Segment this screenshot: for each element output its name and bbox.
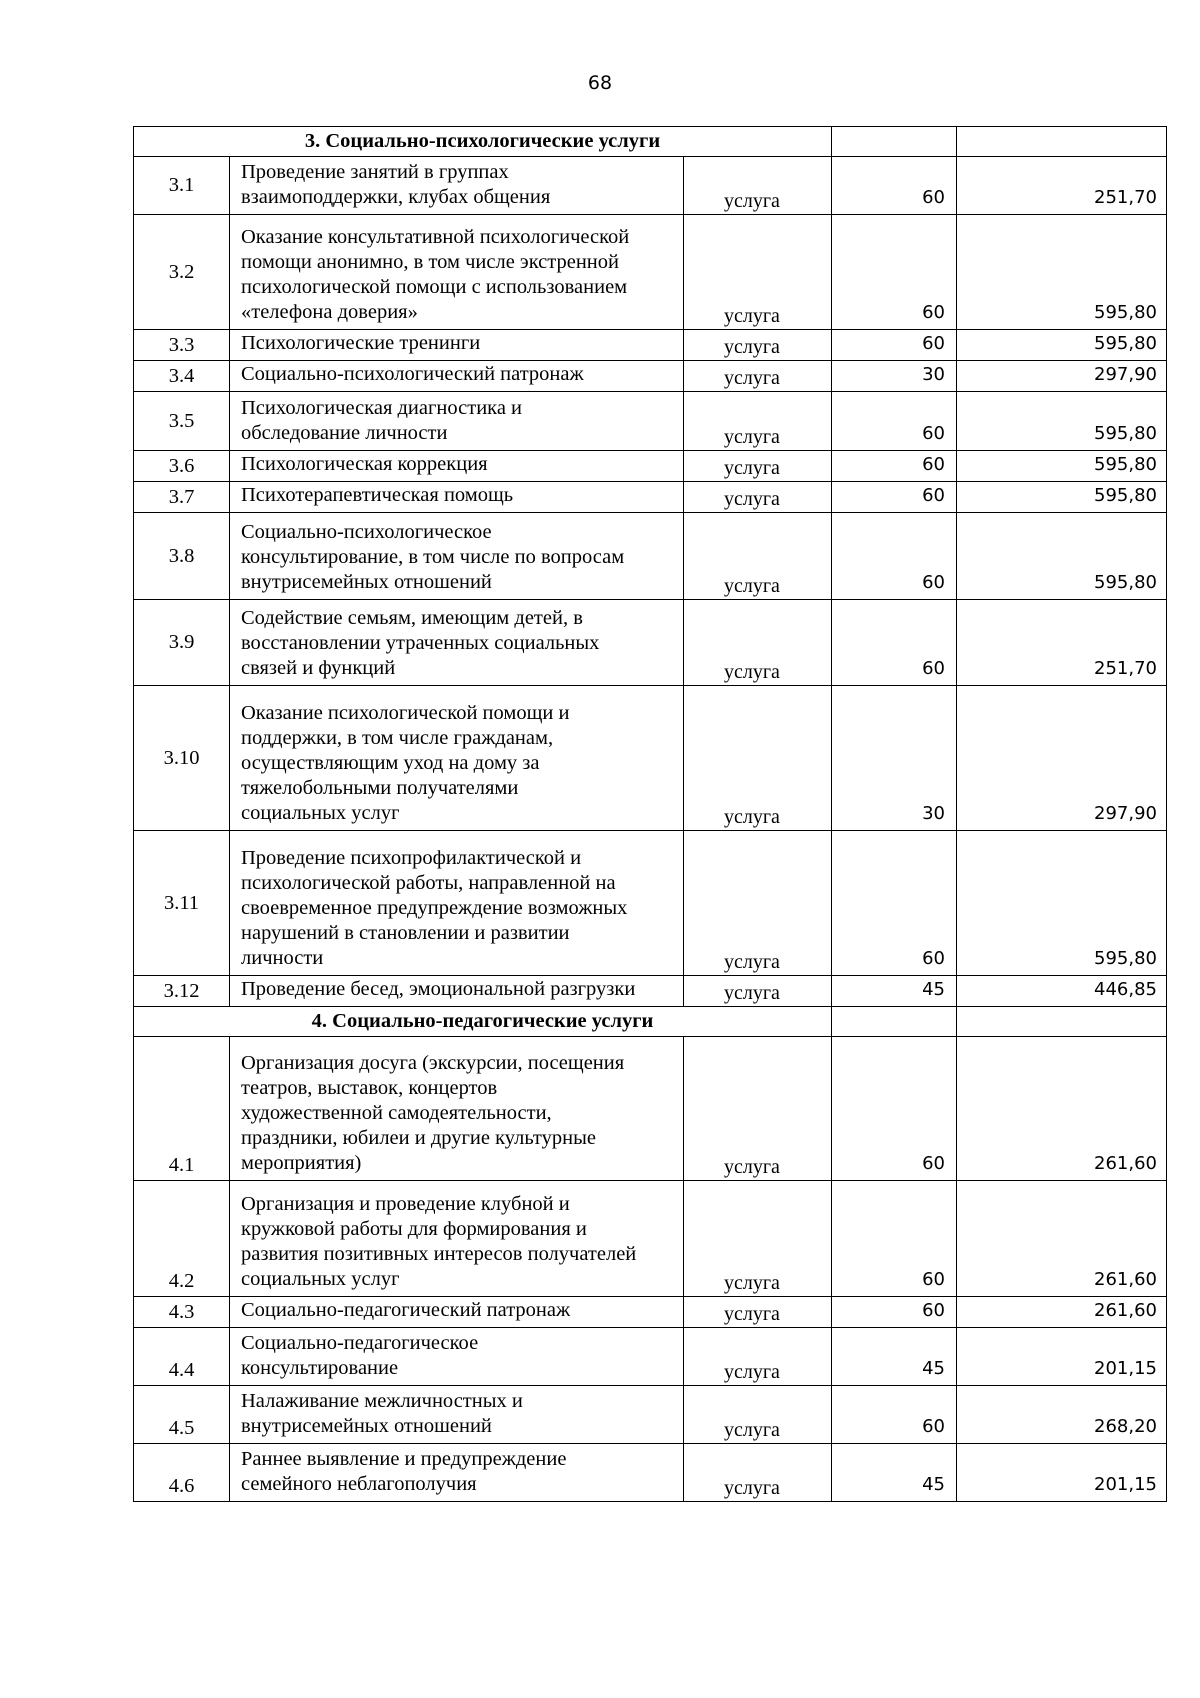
service-unit: услуга — [684, 157, 832, 215]
service-price: 297,90 — [957, 361, 1167, 392]
service-name: Социально-педагогический патронаж — [230, 1297, 684, 1328]
service-name: Проведение психопрофилактической и психологической работы, направленной на своевременное предупреждение возможных нарушений в становлении и развитии личности — [230, 831, 684, 976]
service-minutes: 45 — [832, 976, 957, 1007]
service-number: 3.2 — [134, 215, 230, 330]
service-row — [134, 1297, 1167, 1328]
service-row — [134, 1328, 1167, 1386]
service-number: 4.6 — [134, 1444, 230, 1502]
service-price: 261,60 — [957, 1181, 1167, 1297]
service-unit: услуга — [684, 1181, 832, 1297]
service-unit: услуга — [684, 1328, 832, 1386]
service-row — [134, 513, 1167, 600]
service-number: 3.7 — [134, 482, 230, 513]
service-name: Социально-психологическое консультирование, в том числе по вопросам внутрисемейных отношений — [230, 513, 684, 600]
service-unit: услуга — [684, 451, 832, 482]
service-price: 261,60 — [957, 1037, 1167, 1181]
blank-cell — [957, 1007, 1167, 1037]
service-number: 3.4 — [134, 361, 230, 392]
service-number: 3.11 — [134, 831, 230, 976]
service-minutes: 30 — [832, 361, 957, 392]
blank-cell — [832, 1007, 957, 1037]
service-name: Психологическая диагностика и обследование личности — [230, 392, 684, 451]
service-unit: услуга — [684, 215, 832, 330]
service-row — [134, 686, 1167, 831]
service-price: 446,85 — [957, 976, 1167, 1007]
service-row — [134, 330, 1167, 361]
service-row — [134, 1181, 1167, 1297]
service-number: 3.1 — [134, 157, 230, 215]
service-name: Социально-педагогическое консультирование — [230, 1328, 684, 1386]
service-row — [134, 215, 1167, 330]
service-name: Оказание консультативной психологической помощи анонимно, в том числе экстренной психологической помощи с использованием «телефона доверия» — [230, 215, 684, 330]
service-price: 595,80 — [957, 451, 1167, 482]
services-table — [133, 126, 1167, 1502]
service-number: 3.6 — [134, 451, 230, 482]
service-price: 268,20 — [957, 1386, 1167, 1444]
service-name: Содействие семьям, имеющим детей, в восстановлении утраченных социальных связей и функций — [230, 600, 684, 686]
service-unit: услуга — [684, 1386, 832, 1444]
service-minutes: 60 — [832, 451, 957, 482]
service-price: 261,60 — [957, 1297, 1167, 1328]
service-unit: услуга — [684, 600, 832, 686]
service-row — [134, 976, 1167, 1007]
service-row — [134, 157, 1167, 215]
page-number: 68 — [587, 72, 613, 94]
service-price: 595,80 — [957, 215, 1167, 330]
service-unit: услуга — [684, 392, 832, 451]
service-minutes: 60 — [832, 330, 957, 361]
service-name: Психологические тренинги — [230, 330, 684, 361]
service-number: 4.3 — [134, 1297, 230, 1328]
service-price: 251,70 — [957, 157, 1167, 215]
service-row — [134, 831, 1167, 976]
service-minutes: 45 — [832, 1444, 957, 1502]
service-minutes: 60 — [832, 482, 957, 513]
service-unit: услуга — [684, 976, 832, 1007]
service-name: Проведение занятий в группах взаимоподдержки, клубах общения — [230, 157, 684, 215]
service-number: 4.1 — [134, 1037, 230, 1181]
service-row — [134, 392, 1167, 451]
service-number: 4.4 — [134, 1328, 230, 1386]
service-minutes: 60 — [832, 1181, 957, 1297]
service-name: Проведение бесед, эмоциональной разгрузки — [230, 976, 684, 1007]
service-unit: услуга — [684, 1297, 832, 1328]
service-minutes: 60 — [832, 1297, 957, 1328]
service-number: 3.3 — [134, 330, 230, 361]
service-minutes: 60 — [832, 157, 957, 215]
service-row — [134, 1037, 1167, 1181]
service-unit: услуга — [684, 1037, 832, 1181]
section-header-row — [134, 1007, 1167, 1037]
service-unit: услуга — [684, 831, 832, 976]
service-row — [134, 482, 1167, 513]
service-row — [134, 600, 1167, 686]
service-unit: услуга — [684, 361, 832, 392]
service-price: 251,70 — [957, 600, 1167, 686]
service-row — [134, 361, 1167, 392]
service-minutes: 60 — [832, 600, 957, 686]
service-minutes: 60 — [832, 513, 957, 600]
service-unit: услуга — [684, 686, 832, 831]
service-number: 3.8 — [134, 513, 230, 600]
service-number: 4.2 — [134, 1181, 230, 1297]
service-minutes: 60 — [832, 215, 957, 330]
service-price: 595,80 — [957, 482, 1167, 513]
service-minutes: 45 — [832, 1328, 957, 1386]
service-unit: услуга — [684, 1444, 832, 1502]
service-price: 201,15 — [957, 1444, 1167, 1502]
service-number: 3.5 — [134, 392, 230, 451]
service-minutes: 30 — [832, 686, 957, 831]
blank-cell — [957, 127, 1167, 157]
section-title: 3. Социально-психологические услуги — [134, 127, 832, 157]
service-name: Налаживание межличностных и внутрисемейных отношений — [230, 1386, 684, 1444]
service-price: 595,80 — [957, 330, 1167, 361]
service-row — [134, 1386, 1167, 1444]
service-name: Раннее выявление и предупреждение семейного неблагополучия — [230, 1444, 684, 1502]
service-number: 3.12 — [134, 976, 230, 1007]
service-name: Организация досуга (экскурсии, посещения театров, выставок, концертов художественной самодеятельности, праздники, юбилеи и другие культурные мероприятия) — [230, 1037, 684, 1181]
service-unit: услуга — [684, 482, 832, 513]
service-price: 201,15 — [957, 1328, 1167, 1386]
service-row — [134, 451, 1167, 482]
service-minutes: 60 — [832, 392, 957, 451]
service-number: 3.10 — [134, 686, 230, 831]
service-row — [134, 1444, 1167, 1502]
service-unit: услуга — [684, 330, 832, 361]
service-price: 297,90 — [957, 686, 1167, 831]
blank-cell — [832, 127, 957, 157]
service-number: 3.9 — [134, 600, 230, 686]
service-name: Социально-психологический патронаж — [230, 361, 684, 392]
service-price: 595,80 — [957, 392, 1167, 451]
service-name: Организация и проведение клубной и кружковой работы для формирования и развития позитивных интересов получателей социальных услуг — [230, 1181, 684, 1297]
service-minutes: 60 — [832, 831, 957, 976]
service-unit: услуга — [684, 513, 832, 600]
service-name: Оказание психологической помощи и поддержки, в том числе гражданам, осуществляющим уход на дому за тяжелобольными получателями социальных услуг — [230, 686, 684, 831]
service-number: 4.5 — [134, 1386, 230, 1444]
service-price: 595,80 — [957, 831, 1167, 976]
service-minutes: 60 — [832, 1386, 957, 1444]
service-price: 595,80 — [957, 513, 1167, 600]
section-header-row — [134, 127, 1167, 157]
service-name: Психологическая коррекция — [230, 451, 684, 482]
service-name: Психотерапевтическая помощь — [230, 482, 684, 513]
service-minutes: 60 — [832, 1037, 957, 1181]
section-title: 4. Социально-педагогические услуги — [134, 1007, 832, 1037]
